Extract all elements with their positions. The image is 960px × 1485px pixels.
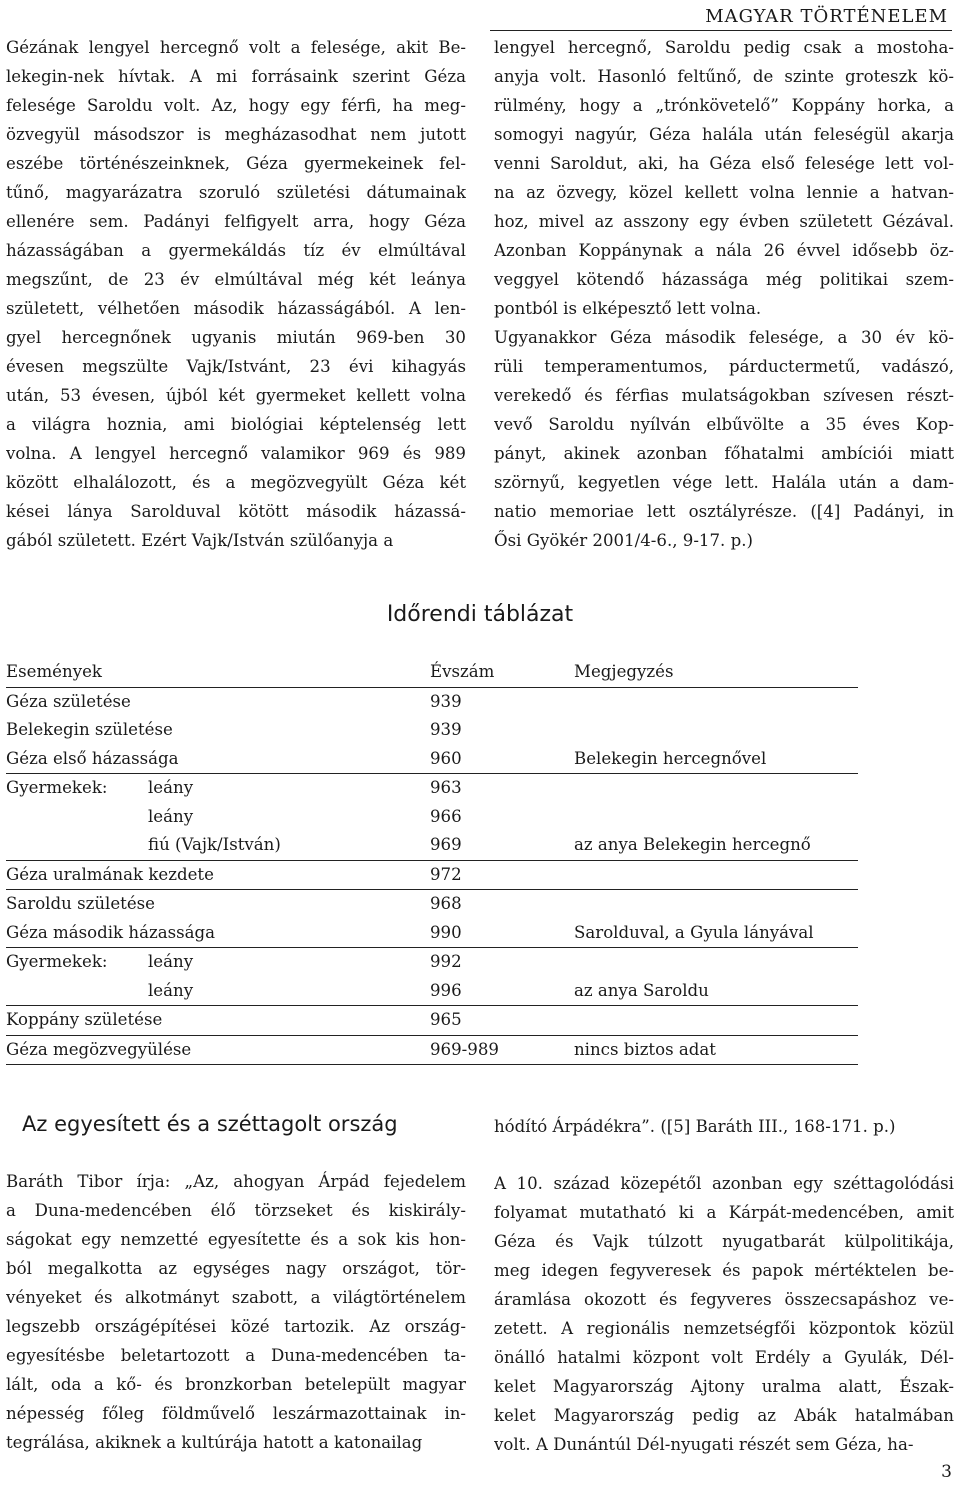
running-title: MAGYAR TÖRTÉNELEM [705, 6, 948, 27]
note-cell: nincs biztos adat [574, 1039, 716, 1059]
text-line: natio memoriae lett osztályrésze. ([4] Padányi, in [494, 502, 954, 521]
text-line: lekegin-nek hívtak. A mi forrásaink szerint Géza [6, 67, 466, 86]
text-line: ellenére sem. Padányi felfigyelt arra, hogy Géza [6, 212, 466, 231]
text-line: Gézának lengyel hercegnő volt a felesége, akit Be- [6, 38, 466, 57]
timeline-table [6, 658, 858, 1065]
timeline-row [6, 919, 858, 949]
text-line: egyesítésbe beletartozott a Duna-medencében ta- [6, 1346, 466, 1365]
column-right-bottom [494, 1169, 954, 1459]
column-left-top [6, 33, 466, 555]
note-cell: az anya Saroldu [574, 980, 709, 1000]
text-line: volt. A Dunántúl Dél-nyugati részét sem Géza, ha- [494, 1435, 914, 1454]
text-line: önálló hatalmi központ volt Erdély a Gyulák, Dél- [494, 1348, 954, 1367]
timeline-row [6, 831, 858, 861]
text-line: népesség főleg földművelő leszármazottainak in- [6, 1404, 466, 1423]
text-line: anyja volt. Hasonló feltűnő, de szinte groteszk kö- [494, 67, 954, 86]
text-line: kelet Magyarország pedig az Abák hatalmában [494, 1406, 954, 1425]
event-cell: Géza uralmának kezdete [6, 864, 214, 884]
event-cell: Koppány születése [6, 1010, 163, 1029]
text-line: venni Saroldut, aki, ha Géza első felesége lett vol- [494, 154, 954, 173]
text-line: a Duna-medencében élő törzseket és kiskirály- [6, 1201, 466, 1220]
timeline-title: Időrendi táblázat [386, 602, 574, 627]
timeline-body [6, 688, 858, 1066]
text-line: megszűnt, de 23 év elmúltával még két leánya [6, 270, 466, 289]
event-cell: Géza második házassága [6, 922, 216, 942]
text-line: A 10. század közepétől azonban egy széttagolódási [494, 1174, 954, 1193]
year-cell: 939 [430, 720, 462, 739]
text-line: zetett. A regionális nemzetségfői központok közül [494, 1319, 954, 1338]
text-line: után, 53 évesen, újból két gyermeket kellett volna [6, 386, 466, 405]
text-line: verekedő és férfias mulatságokban szívesen részt- [494, 386, 954, 405]
year-cell: 969-989 [430, 1039, 499, 1059]
year-cell: 972 [430, 864, 462, 884]
timeline-header-row [6, 658, 858, 688]
text-line: Géza és Vajk túlzott nyugatbarát külpolitikája, [494, 1232, 954, 1251]
timeline-row [6, 716, 858, 745]
column-left-bottom [6, 1167, 466, 1457]
text-line: meg idegen fegyveresek és papok mértéktelen be- [494, 1261, 954, 1280]
year-cell: 996 [430, 980, 462, 1000]
sub-cell: leány [148, 806, 194, 826]
year-cell: 939 [430, 691, 462, 711]
text-line: lált, oda a kő- és bronzkorban betelepült magyar [6, 1375, 466, 1394]
text-line: pontból is elképesztő lett volna. [494, 299, 762, 318]
year-cell: 966 [430, 806, 462, 826]
text-line: született, vélhetően második házasságából. A len- [6, 299, 466, 318]
text-line: özvegyül másodszor is megházasodhat nem jutott [6, 125, 466, 144]
text-line: eszébe történészeinknek, Géza gyermekeinek fel- [6, 154, 466, 173]
year-cell: 968 [430, 894, 462, 913]
event-cell: Saroldu születése [6, 894, 155, 913]
text-line: között elhalálozott, és a megözvegyült Géza két [6, 473, 466, 492]
text-line: ból megalkotta az egységes nagy országot, tör- [6, 1259, 466, 1278]
note-cell: Belekegin hercegnővel [574, 748, 767, 768]
text-line: a világra hoznia, ami biológiai képtelenség lett [6, 415, 466, 434]
timeline-row [6, 948, 858, 977]
event-cell: Géza születése [6, 691, 131, 711]
year-cell: 990 [430, 922, 462, 942]
timeline-row [6, 890, 858, 919]
event-cell: Géza megözvegyülése [6, 1039, 192, 1059]
text-line: szörnyű, kegyetlen vége lett. Halála után a dam- [494, 473, 954, 492]
text-line: rülmény, hogy a „trónkövetelő” Koppány horka, a [494, 96, 954, 115]
year-cell: 965 [430, 1010, 462, 1029]
text-line: rüli temperamentumos, párductermetű, vadászó, [494, 357, 954, 376]
event-cell: Gyermekek: [6, 778, 108, 797]
text-line: folyamat mutatható ki a Kárpát-medencében, amit [494, 1203, 954, 1222]
timeline-row [6, 774, 858, 803]
text-line: vényeket és alkotmányt szabott, a világtörténelem [6, 1288, 466, 1307]
sub-cell: leány [148, 980, 194, 1000]
text-line: kései lánya Sarolduval kötött második házassá- [6, 502, 466, 521]
text-line: gyel hercegnőnek ugyanis miután 969-ben 30 [6, 328, 466, 347]
text-line: áramlása okozott és fegyveres összecsapáshoz ve- [494, 1290, 954, 1309]
text-line: Ősi Gyökér 2001/4-6., 9-17. p.) [494, 531, 753, 550]
header-events: Események [6, 662, 102, 681]
timeline-row [6, 1036, 858, 1066]
text-line: felesége Saroldu volt. Az, hogy egy férfi, ha meg- [6, 96, 466, 115]
text-line: Ugyanakkor Géza második felesége, a 30 év kö- [494, 328, 954, 347]
event-cell: Belekegin születése [6, 720, 173, 739]
section-heading: Az egyesített és a széttagolt ország [22, 1112, 398, 1136]
text-line: pányt, akinek azonban főhatalmi ambíciói miatt [494, 444, 954, 463]
text-line: legszebb országépítései közé tartozik. Az ország- [6, 1317, 466, 1336]
running-header [490, 8, 952, 31]
year-cell: 963 [430, 778, 462, 797]
year-cell: 969 [430, 835, 462, 854]
timeline-row [6, 1006, 858, 1036]
text-line: házasságában a gyermekáldás tíz év elmúltával [6, 241, 466, 260]
timeline-row [6, 977, 858, 1007]
text-line: hódító Árpádékra”. ([5] Baráth III., 168-171. p.) [494, 1117, 896, 1136]
text-line: lengyel hercegnő, Saroldu pedig csak a mostoha- [494, 38, 954, 57]
text-line: na az özvegy, közel kellett volna lennie a hatvan- [494, 183, 954, 202]
header-note: Megjegyzés [574, 662, 674, 681]
header-year: Évszám [430, 662, 495, 681]
text-line: vevő Saroldu nyílván elbűvölte a 35 éves Kop- [494, 415, 954, 434]
text-line: gából született. Ezért Vajk/István szülőanyja a [6, 531, 394, 550]
text-line: Azonban Koppánynak a nála 26 évvel idősebb öz- [494, 241, 954, 260]
text-line: tegrálása, akiknek a kultúrája hatott a katonailag [6, 1433, 423, 1452]
year-cell: 960 [430, 748, 462, 768]
timeline-row [6, 861, 858, 891]
text-line: ságokat egy nemzetté egyesítette és a sok kis hon- [6, 1230, 466, 1249]
sub-cell: leány [148, 952, 194, 971]
column-right-top [494, 33, 954, 555]
text-line: volna. A lengyel hercegnő valamikor 969 és 989 [6, 444, 466, 463]
text-line: Baráth Tibor írja: „Az, ahogyan Árpád fejedelem [6, 1172, 466, 1191]
sub-cell: leány [148, 778, 194, 797]
note-cell: az anya Belekegin hercegnő [574, 835, 811, 854]
page-number: 3 [941, 1462, 952, 1482]
sub-cell: fiú (Vajk/István) [148, 835, 281, 854]
timeline-row [6, 688, 858, 717]
year-cell: 992 [430, 952, 462, 971]
column-right-bottom-first [494, 1112, 954, 1141]
note-cell: Sarolduval, a Gyula lányával [574, 922, 814, 942]
event-cell: Géza első házassága [6, 748, 179, 768]
text-line: veggyel kötendő házassága még politikai szem- [494, 270, 954, 289]
timeline-row [6, 803, 858, 832]
text-line: hoz, mivel az asszony egy évben született Gézával. [494, 212, 954, 231]
event-cell: Gyermekek: [6, 952, 108, 971]
text-line: évesen megszülte Vajk/Istvánt, 23 évi kihagyás [6, 357, 466, 376]
text-line: tűnő, magyarázatra szoruló születési dátumainak [6, 183, 466, 202]
text-line: kelet Magyarország Ajtony uralma alatt, Észak- [494, 1377, 954, 1396]
timeline-row [6, 745, 858, 775]
text-line: somogyi nagyúr, Géza halála után feleségül akarja [494, 125, 954, 144]
